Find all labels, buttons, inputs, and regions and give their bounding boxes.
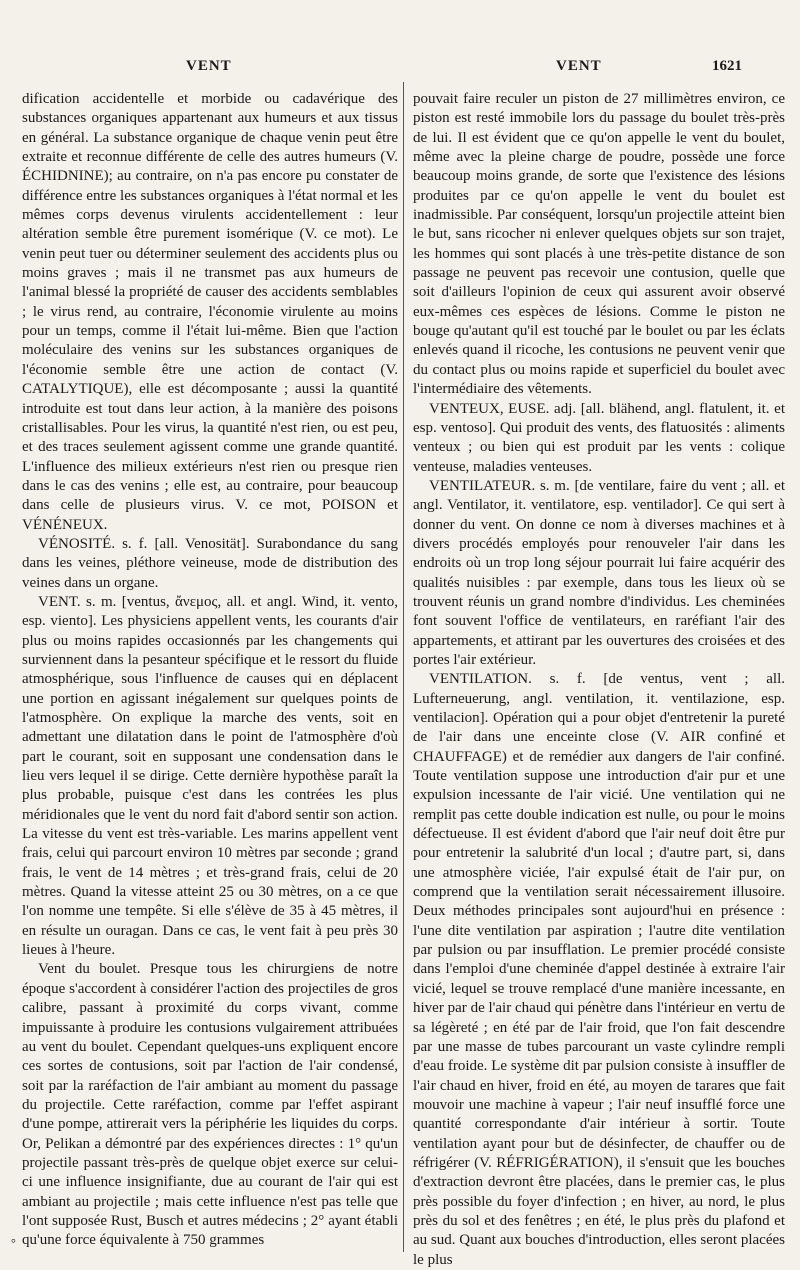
- right-running-head: VENT: [556, 58, 602, 74]
- entry-ventilation: VENTILATION. s. f. [de ventus, vent ; all. Lufterneuerung, angl. ventilation, it. ventilazione, esp. ventilacion]. Opération qui a pour objet d'entretenir la pureté de l'air dans une enceinte close (V. AIR confiné et CHAUFFAGE) et de remédier aux dangers de l'air confiné. Toute ventilation suppose une introduction d'air pur et une expulsion incessante de l'air vicié. Une ventilation qui ne remplit pas cette double indication est nulle, ou pour le moins défectueuse. Il est évident d'abord que l'air neuf doit être pur pour entretenir la salubrité d'un local ; d'autre part, si, dans une atmosphère viciée, l'air expulsé était de l'air pur, on comprend que la ventilation serait nécessairement illusoire. Deux méthodes principales sont aujourd'hui en présence : l'une dite ventilation par aspiration ; l'autre dite ventilation par pulsion ou par insufflation. Le premier procédé consiste dans l'emploi d'une cheminée d'appel destinée à extraire l'air vicié, lequel se trouve remplacé d'une manière incessante, en hiver par de l'air chaud qui pénètre dans l'intérieur en vertu de sa légèreté ; en été par de l'air froid, que l'on fait descendre par une masse de tubes parcourant un vaste cylindre rempli d'eau froide. Le système dit par pulsion consiste à insuffler de l'air chaud en hiver, froid en été, au moyen de tarares que fait mouvoir une machine à vapeur ; l'air neuf insufflé force une quantité correspondante d'air intérieur à sortir. Toute ventilation ayant pour but de désinfecter, de chauffer ou de réfrigérer (V. RÉFRIGÉRATION), il s'ensuit que les bouches d'extraction devront être placées, dans le premier cas, le plus près possible du foyer d'infection ; en hiver, au nord, le plus près du sol et des fenêtres ; en été, le plus près du plafond et au sud. Quant aux bouches d'introduction, elles seront placées le plus: [413, 671, 785, 1268]
- entry-vent: VENT. s. m. [ventus, ἄνεμος, all. et angl. Wind, it. vento, esp. viento]. Les physiciens appellent vents, les courants d'air plus ou moins rapides occasionnés par les changements qui surviennent dans la pesanteur spécifique et le ressort du fluide atmosphérique, sous l'influence de causes qui en déplacent une portion en agissant inégalement sur quelques points de l'atmosphère. On explique la marche des vents, soit en admettant une dilatation dans le point de l'atmosphère d'où part le courant, soit en supposant une condensation dans le lieu vers lequel il se dirige. Cette dernière hypothèse paraît la plus probable, puisque c'est dans les contrées les plus méridionales que le vent du nord fait d'abord sentir son action. La vitesse du vent est très-variable. Les marins appellent vent frais, celui qui parcourt environ 10 mètres par seconde ; grand frais, le vent de 14 mètres ; et très-grand frais, celui de 20 mètres. Quand la vitesse atteint 25 ou 30 mètres, on a ce que l'on nomme une tempête. Si elle s'élève de 35 à 45 mètres, il en résulte un ouragan. Dans ce cas, le vent fait à peu près 30 lieues à l'heure.: [22, 593, 398, 959]
- column-divider: [403, 82, 404, 1252]
- entry-ventilateur: VENTILATEUR. s. m. [de ventilare, faire du vent ; all. et angl. Ventilator, it. ventilatore, esp. ventilador]. Ce qui sert à donner du vent. On donne ce nom à diverses machines et à divers procédés employés pour renouveler l'air dans les endroits où un trop long séjour pourrait lui faire acquérir des qualités nuisibles : par exemple, dans tous les lieux où se trouvent réunis un grand nombre d'individus. Les cheminées font souvent l'office de ventilateurs, en raréfiant l'air des appartements, et attirant par les ouvertures des croisées et des portes l'air extérieur.: [413, 477, 785, 668]
- paragraph-vent-du-boulet: Vent du boulet. Presque tous les chirurgiens de notre époque s'accordent à considérer l'action des projectiles de gros calibre, passant à proximité du corps vivant, comme impuissante à produire les contusions vulgairement attribuées au vent du boulet. Cependant quelques-uns expliquent encore ces sortes de contusions, soit par l'action de l'air condensé, soit par la raréfaction de l'air ambiant au moment du passage du projectile. Cette raréfaction, comme par l'effet aspirant d'une pompe, attirerait vers la périphérie les liquides du corps. Or, Pelikan a démontré par des expériences directes : 1° qu'un projectile passant très-près de quelque objet exerce sur celui-ci une influence insignifiante, due au courant de l'air qui est ambiant au projectile ; mais cette influence n'est pas telle que l'ont supposée Rust, Busch et autres médecins ; 2° ayant établi qu'une force équivalente à 750 grammes: [22, 961, 398, 1249]
- paragraph-venin-continuation: dification accidentelle et morbide ou cadavérique des substances organiques appartenant aux humeurs et aux tissus en général. La substance organique de chaque venin peut être extraite et reconnue différente de celle des autres humeurs (V. ÉCHIDNINE); au contraire, on n'a pas encore pu constater de différence entre les substances organiques à l'état normal et les mêmes corps devenus virulents accidentellement : leur altération semble être purement isomérique (V. ce mot). Le venin peut tuer ou déterminer seulement des accidents plus ou moins graves ; mais il ne transmet pas aux humeurs de l'animal blessé la propriété de causer des accidents semblables ; le virus rend, au contraire, l'économie virulente au moins pour un temps, comme il l'était lui-même. Bien que l'action moléculaire des venins sur les substances organiques de l'économie semble être une action de contact (V. CATALYTIQUE), elle est décomposante ; aussi la quantité introduite est tout dans leur action, à la manière des poisons cristallisables. Pour les virus, la quantité n'est rien, ou est peu, et des traces seulement agissent comme une grande quantité. L'influence des milieux extérieurs n'est rien ou presque rien dans le cas des venins ; elle est, au contraire, pour beaucoup dans celle de plusieurs virus. V. ce mot, POISON et VÉNÉNEUX.: [22, 91, 398, 533]
- left-running-head: VENT: [186, 58, 232, 74]
- left-column: [22, 90, 398, 1251]
- entry-venosite: VÉNOSITÉ. s. f. [all. Venosität]. Surabondance du sang dans les veines, pléthore veineuse, mode de distribution des veines dans un organe.: [22, 535, 398, 591]
- margin-mark: °: [11, 1236, 16, 1250]
- page-number: 1621: [712, 58, 742, 74]
- entry-venteux: VENTEUX, EUSE. adj. [all. blähend, angl. flatulent, it. et esp. ventoso]. Qui produit des vents, des flatuosités : aliments venteux ; ou bien qui est produit par les vents : colique venteuse, maladies venteuses.: [413, 400, 785, 475]
- paragraph-boulet-continuation: pouvait faire reculer un piston de 27 millimètres environ, ce piston est resté immobile lors du passage du boulet très-près de lui. Il est évident que ce qu'on appelle le vent du boulet, même avec la pleine charge de poudre, possède une force beaucoup moins grande, de sorte que l'existence des lésions produites par ce qu'on appelle le vent du boulet est inadmissible. Par conséquent, lorsqu'un projectile atteint bien le but, sans ricocher ni enlever quelques objets sur son trajet, les hommes qui sont placés à une très-petite distance de son passage ne peuvent pas recevoir une contusion, quelle que soit d'ailleurs l'opinion de ceux qui assurent avoir observé eux-mêmes ces espèces de lésions. Comme le piston ne bouge qu'autant qu'il est touché par le boulet ou par les éclats enlevés quand il ricoche, les contusions ne peuvent venir que du contact plus ou moins rapide et superficiel du boulet avec l'intermédiaire des vêtements.: [413, 91, 785, 398]
- right-column: [413, 90, 785, 1270]
